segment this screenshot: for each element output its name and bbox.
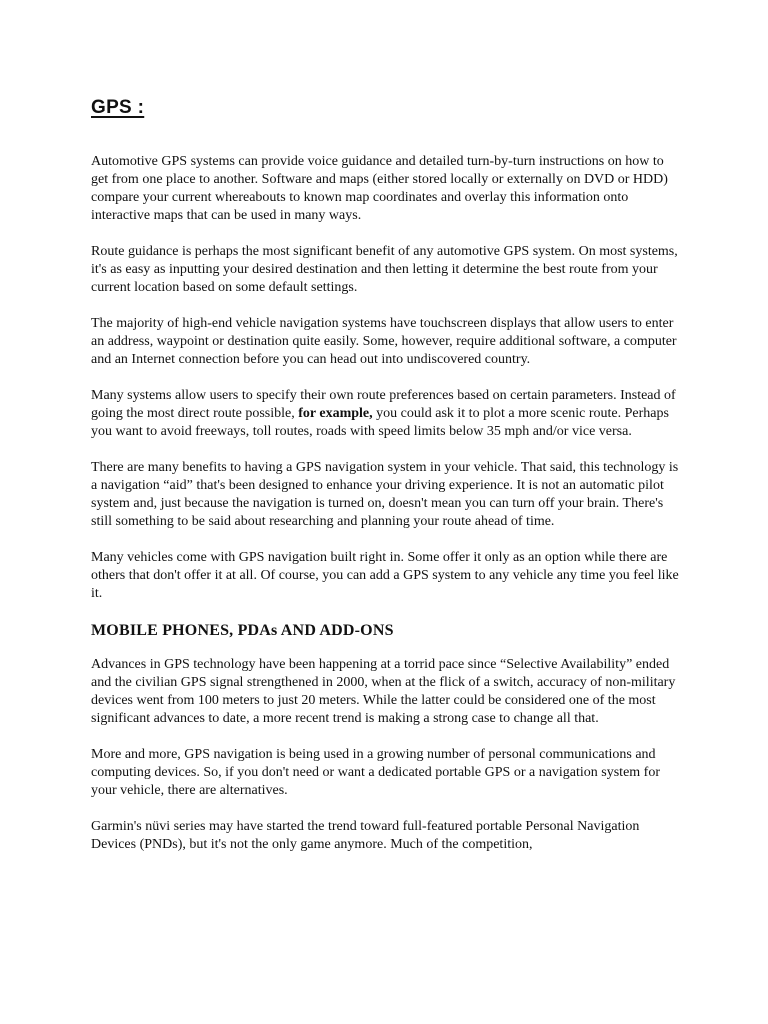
paragraph-garmin-nuvi: Garmin's nüvi series may have started the trend toward full-featured portable Personal Navigation Devices (PNDs), but it's not the only game anymore. Much of the competition,	[91, 819, 640, 852]
paragraph-built-in: Many vehicles come with GPS navigation built right in. Some offer it only as an option while there are others that don't offer it at all. Of course, you can add a GPS system to any vehicle any time you feel like it.	[91, 550, 679, 601]
document-title: GPS :	[91, 97, 145, 118]
paragraph-route-preferences	[91, 387, 681, 441]
paragraph-personal-devices: More and more, GPS navigation is being used in a growing number of personal communications and computing devices. So, if you don't need or want a dedicated portable GPS or a navigation system for your vehicle, there are alternatives.	[91, 747, 661, 798]
paragraph-text: you could ask it to plot a more scenic route. Perhaps you want to avoid freeways, toll routes, roads with speed limits below 35 mph and/or vice versa.	[91, 406, 669, 439]
paragraph-navigation-aid: There are many benefits to having a GPS navigation system in your vehicle. That said, this technology is a navigation “aid” that's been designed to enhance your driving experience. It is not an automatic pilot system and, just because the navigation is turned on, doesn't mean you can turn off your brain. There's still something to be said about researching and planning your route ahead of time.	[91, 460, 679, 529]
paragraph-gps-advances: Advances in GPS technology have been happening at a torrid pace since “Selective Availability” ended and the civilian GPS signal strengthened in 2000, when at the flick of a switch, accuracy of non-military devices went from 100 meters to just 20 meters. While the latter could be considered one of the most significant advances to date, a more recent trend is making a strong case to change all that.	[91, 657, 676, 726]
document-body	[91, 153, 681, 872]
paragraph-text: Many systems allow users to specify their own route preferences based on certain parameters. Instead of going the most direct route possible,	[91, 388, 676, 421]
paragraph-touchscreen: The majority of high-end vehicle navigation systems have touchscreen displays that allow users to enter an address, waypoint or destination quite easily. Some, however, require additional software, a computer and an Internet connection before you can head out into undiscovered country.	[91, 316, 677, 367]
section-heading: MOBILE PHONES, PDAs AND ADD-ONS	[91, 622, 394, 639]
paragraph-route-guidance: Route guidance is perhaps the most significant benefit of any automotive GPS system. On most systems, it's as easy as inputting your desired destination and then letting it determine the best route from your current location based on some default settings.	[91, 244, 678, 295]
bold-phrase: for example,	[298, 406, 373, 421]
paragraph-voice-guidance: Automotive GPS systems can provide voice guidance and detailed turn-by-turn instructions on how to get from one place to another. Software and maps (either stored locally or externally on DVD or HDD) compare your current whereabouts to known map coordinates and overlay this information onto interactive maps that can be used in many ways.	[91, 154, 668, 223]
